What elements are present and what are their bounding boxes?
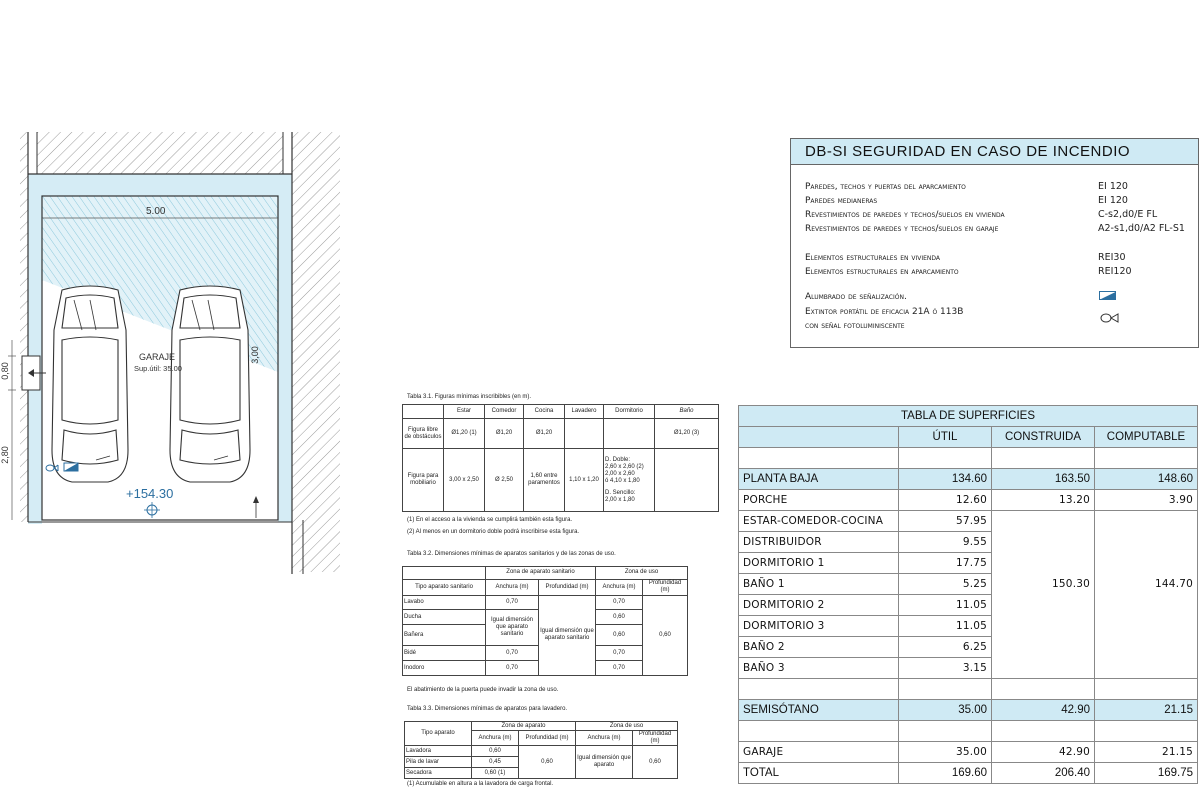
- t33-note: (1) Acumulable en altura a la lavadora de carga frontal.: [407, 781, 554, 787]
- value-cell: 35.00: [899, 742, 992, 763]
- dim-door: 0,80: [0, 362, 10, 380]
- t32-cell: 0,70: [596, 646, 643, 661]
- t31-caption: Tabla 3.1. Figuras mínimas inscribibles (en m).: [407, 394, 532, 400]
- value-cell: 11.05: [899, 616, 992, 637]
- extinguisher-icon: [1100, 312, 1122, 324]
- dim-width: 5.00: [146, 206, 166, 217]
- t33-merged: 0,60: [519, 746, 576, 779]
- section-name: SEMISÓTANO: [739, 700, 899, 721]
- t32-col: Anchura (m): [486, 579, 539, 595]
- value-cell: 3.90: [1095, 490, 1198, 511]
- dbsi-label: Revestimientos de paredes y techos/suelos en garaje: [805, 224, 999, 234]
- t31-header: Baño: [655, 405, 719, 419]
- dbsi-label: Paredes medianeras: [805, 196, 878, 206]
- t32-note: El abatimiento de la puerta puede invadir la zona de uso.: [407, 687, 559, 693]
- t32-name: Lavabo: [403, 595, 486, 610]
- t31-cell: 1,60 entre paramentos: [524, 449, 565, 512]
- fire-safety-panel: [790, 138, 1199, 348]
- fire-safety-title: DB-SI SEGURIDAD EN CASO DE INCENDIO: [805, 143, 1131, 160]
- t31-dormitorio-cell: [604, 449, 655, 512]
- dbsi-value: EI 120: [1098, 195, 1128, 206]
- value-cell: 9.55: [899, 532, 992, 553]
- t32-cell: 0,60: [596, 610, 643, 625]
- t32-table: [402, 566, 688, 676]
- t32-name: Ducha: [403, 610, 486, 625]
- t32-group: Zona de uso: [596, 567, 688, 580]
- t32-cell: 0,70: [486, 595, 539, 610]
- room-name: DORMITORIO 3: [739, 616, 899, 637]
- car-right-icon: [170, 286, 250, 482]
- t32-name: Bañera: [403, 625, 486, 646]
- t31-cell: Figura para mobiliario: [403, 449, 444, 512]
- t31-header: Comedor: [485, 405, 524, 419]
- room-name: DORMITORIO 2: [739, 595, 899, 616]
- total-value: 206.40: [992, 763, 1095, 784]
- t33-name: Secadora: [405, 768, 472, 779]
- t31-cell: Figura libre de obstáculos: [403, 419, 444, 449]
- t32-cell: 0,70: [486, 661, 539, 676]
- t31-cell: Ø1,20 (3): [655, 419, 719, 449]
- left-wall-hatch: [20, 132, 28, 522]
- t31-cell: [604, 419, 655, 449]
- t33-col: Anchura (m): [576, 731, 633, 746]
- dbsi-value: C-s2,d0/E FL: [1098, 209, 1158, 220]
- t31-cell: Ø1,20: [485, 419, 524, 449]
- t31-line: D. Sencillo:: [605, 489, 636, 496]
- right-wall-hatch: [292, 132, 340, 572]
- emergency-light-icon: [64, 463, 78, 471]
- value-cell: 144.70: [1095, 574, 1198, 595]
- dim-side: 2,80: [0, 446, 10, 464]
- value-cell: 35.00: [899, 700, 992, 721]
- t31-cell: Ø 2,50: [485, 449, 524, 512]
- dbsi-label: Revestimientos de paredes y techos/suelos en vivienda: [805, 210, 1005, 220]
- total-value: 169.75: [1095, 763, 1198, 784]
- t31-header: Cocina: [524, 405, 565, 419]
- t32-cell: 0,70: [596, 595, 643, 610]
- total-label: TOTAL: [739, 763, 899, 784]
- value-cell: 21.15: [1095, 742, 1198, 763]
- fire-safety-header: [791, 139, 1198, 165]
- t33-col: Profundidad (m): [633, 731, 678, 746]
- value-cell: 134.60: [899, 469, 992, 490]
- right-dim: 3,00: [249, 346, 260, 364]
- dbsi-label: Extintor portátil de eficacia 21A ó 113B: [805, 307, 964, 317]
- value-cell: 6.25: [899, 637, 992, 658]
- value-cell: 5.25: [899, 574, 992, 595]
- t33-group: Zona de aparato: [472, 722, 576, 731]
- t33-cell: 0,60 (1): [472, 768, 519, 779]
- t32-name: Inodoro: [403, 661, 486, 676]
- t31-header: Dormitorio: [604, 405, 655, 419]
- t31-header: Estar: [444, 405, 485, 419]
- t33-cell: 0,60: [472, 746, 519, 757]
- t31-cell: [565, 419, 604, 449]
- value-cell: 42.90: [992, 742, 1095, 763]
- level-label: +154.30: [126, 486, 174, 501]
- t31-cell: 1,10 x 1,20: [565, 449, 604, 512]
- t33-merged: 0,60: [633, 746, 678, 779]
- t31-line: 2,60 x 2,60 (2): [605, 463, 644, 470]
- t32-name: Bidé: [403, 646, 486, 661]
- t31-cell: Ø1,20 (1): [444, 419, 485, 449]
- car-left-icon: [52, 286, 128, 482]
- t33-col: Tipo aparato: [405, 722, 472, 746]
- t33-group: Zona de uso: [576, 722, 678, 731]
- dbsi-label: con señal fotoluminiscente: [805, 321, 905, 331]
- value-cell: 163.50: [992, 469, 1095, 490]
- emergency-light-icon: [1099, 291, 1117, 301]
- t31-line: ó 4,10 x 1,80: [605, 477, 640, 484]
- dbsi-value: REI30: [1098, 252, 1126, 263]
- t31-line: D. Doble:: [605, 456, 631, 463]
- value-cell: 150.30: [992, 574, 1095, 595]
- value-cell: 13.20: [992, 490, 1095, 511]
- t31-note: (2) Al menos en un dormitorio doble podrá inscribirse esta figura.: [407, 529, 580, 535]
- t32-col: Tipo aparato sanitario: [403, 579, 486, 595]
- top-wall-hatch: [37, 132, 283, 174]
- dbsi-value: A2-s1,d0/A2 FL-S1: [1098, 223, 1185, 234]
- t32-col: Profundidad (m): [539, 579, 596, 595]
- room-area: Sup.útil: 35.00: [134, 364, 182, 373]
- value-cell: 148.60: [1095, 469, 1198, 490]
- surfaces-table: [738, 405, 1197, 784]
- t32-cell: 0,70: [596, 661, 643, 676]
- t32-cell: 0,70: [486, 646, 539, 661]
- value-cell: 42.90: [992, 700, 1095, 721]
- t33-col: Anchura (m): [472, 731, 519, 746]
- value-cell: 3.15: [899, 658, 992, 679]
- t33-merged: Igual dimensión que aparato: [576, 746, 633, 779]
- room-name: DISTRIBUIDOR: [739, 532, 899, 553]
- t31-header: [403, 405, 444, 419]
- t33-col: Profundidad (m): [519, 731, 576, 746]
- t33-caption: Tabla 3.3. Dimensiones mínimas de aparatos para lavadero.: [407, 706, 568, 712]
- col-header: COMPUTABLE: [1095, 427, 1198, 448]
- section-name: PLANTA BAJA: [739, 469, 899, 490]
- room-name: BAÑO 1: [739, 574, 899, 595]
- value-cell: 57.95: [899, 511, 992, 532]
- room-name: BAÑO 2: [739, 637, 899, 658]
- t33-table: [404, 721, 678, 779]
- t32-col: Anchura (m): [596, 579, 643, 595]
- dbsi-label: Alumbrado de señalización.: [805, 292, 907, 302]
- room-name: ESTAR-COMEDOR-COCINA: [739, 511, 899, 532]
- t32-caption: Tabla 3.2. Dimensiones mínimas de aparatos sanitarios y de las zonas de uso.: [407, 551, 616, 557]
- t33-name: Lavadora: [405, 746, 472, 757]
- dbsi-value: EI 120: [1098, 181, 1128, 192]
- room-name: PORCHE: [739, 490, 899, 511]
- dbsi-label: Paredes, techos y puertas del aparcamiento: [805, 182, 966, 192]
- dbsi-value: REI120: [1098, 266, 1132, 277]
- col-header: ÚTIL: [899, 427, 992, 448]
- t33-cell: 0,45: [472, 757, 519, 768]
- t33-name: Pila de lavar: [405, 757, 472, 768]
- t32-cell: 0,60: [596, 625, 643, 646]
- room-name: BAÑO 3: [739, 658, 899, 679]
- t31-line: 2,00 x 1,80: [605, 496, 635, 503]
- t32-merged: 0,60: [643, 595, 688, 675]
- t31-table: [402, 404, 719, 512]
- t31-note: (1) En el acceso a la vivienda se cumplirá también esta figura.: [407, 517, 573, 523]
- surfaces-title: TABLA DE SUPERFICIES: [739, 406, 1198, 427]
- t31-line: 2,00 x 2,60: [605, 470, 635, 477]
- t32-col: Profundidad (m): [643, 579, 688, 595]
- t31-cell: 3,00 x 2,50: [444, 449, 485, 512]
- value-cell: 11.05: [899, 595, 992, 616]
- room-name: GARAJE: [739, 742, 899, 763]
- dbsi-label: Elementos estructurales en vivienda: [805, 253, 941, 263]
- value-cell: 21.15: [1095, 700, 1198, 721]
- garage-floor-plan: [0, 0, 360, 800]
- t31-header: Lavadero: [565, 405, 604, 419]
- value-cell: 12.60: [899, 490, 992, 511]
- room-name: DORMITORIO 1: [739, 553, 899, 574]
- t32-group: Zona de aparato sanitario: [486, 567, 596, 580]
- total-value: 169.60: [899, 763, 992, 784]
- t31-cell: Ø1,20: [524, 419, 565, 449]
- col-header: CONSTRUIDA: [992, 427, 1095, 448]
- dbsi-label: Elementos estructurales en aparcamiento: [805, 267, 959, 277]
- room-name: GARAJE: [139, 352, 176, 362]
- t32-merged: Igual dimensión que aparato sanitario: [539, 595, 596, 675]
- value-cell: 17.75: [899, 553, 992, 574]
- t32-merged: Igual dimensión que aparato sanitario: [486, 610, 539, 646]
